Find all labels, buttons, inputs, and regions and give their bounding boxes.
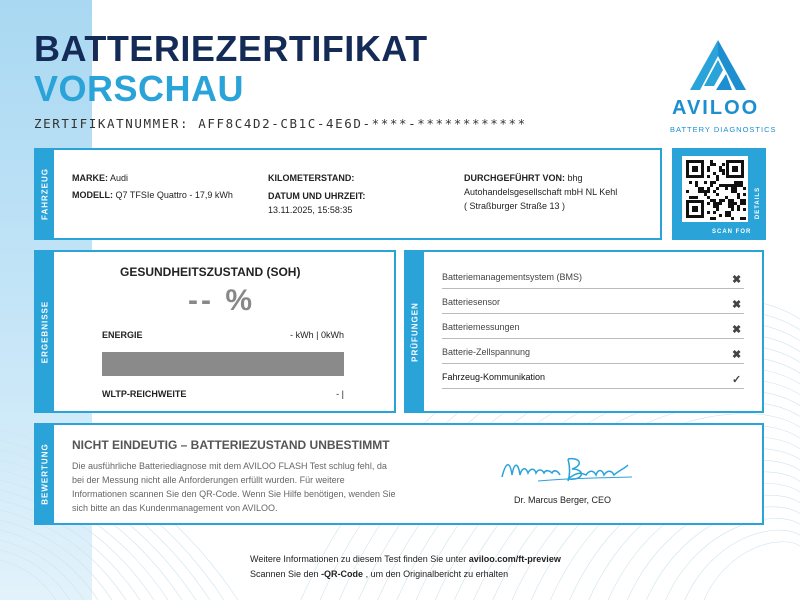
qr-side-text: DETAILS — [755, 186, 761, 220]
footer-line1: Weitere Informationen zu diesem Test finden Sie unter aviloo.com/ft-preview — [250, 554, 561, 564]
energy-bar — [102, 352, 344, 376]
qr-module — [707, 196, 710, 199]
model-value: Q7 TFSIe Quattro - 17,9 kWh — [115, 190, 233, 200]
evaluation-text-line1: Die ausführliche Batteriediagnose mit dem AVILOO FLASH Test schlug fehl, da — [72, 461, 387, 471]
vehicle-section-tab — [36, 150, 54, 238]
qr-module — [710, 181, 713, 184]
failed-icon: ✖ — [732, 274, 742, 286]
qr-module — [713, 190, 716, 193]
qr-module — [701, 190, 704, 193]
qr-module — [713, 211, 716, 214]
qr-module — [728, 214, 731, 217]
failed-icon: ✖ — [732, 299, 742, 311]
failed-icon: ✖ — [732, 324, 742, 336]
qr-module — [722, 172, 725, 175]
qr-module — [734, 181, 737, 184]
qr-module — [698, 190, 701, 193]
qr-module — [728, 184, 731, 187]
qr-module — [740, 181, 743, 184]
evaluation-text-line3: Informationen scannen Sie den QR-Code. Wenn Sie Hilfe benötigen, wenden Sie — [72, 489, 396, 499]
check-item-label: Batteriemanagementsystem (BMS) — [442, 272, 583, 282]
qr-code-panel[interactable] — [672, 148, 766, 240]
qr-module — [713, 217, 716, 220]
qr-module — [731, 190, 734, 193]
qr-module — [689, 181, 692, 184]
qr-module — [731, 202, 734, 205]
energy-bar-track — [102, 352, 344, 376]
qr-module — [743, 193, 746, 196]
model-row — [72, 189, 233, 202]
qr-module — [734, 202, 737, 205]
qr-module — [740, 184, 743, 187]
qr-module — [719, 166, 722, 169]
make-row — [72, 172, 128, 185]
qr-module — [695, 196, 698, 199]
make-value: Audi — [110, 173, 129, 183]
qr-module — [689, 196, 692, 199]
brand-tagline: BATTERY DIAGNOSTICS — [670, 125, 777, 134]
qr-module — [704, 190, 707, 193]
qr-module — [737, 181, 740, 184]
qr-module — [707, 202, 710, 205]
qr-module — [695, 184, 698, 187]
qr-module — [728, 211, 731, 214]
qr-module — [725, 187, 728, 190]
footer-line2: Scannen Sie den -QR-Code , um den Originalbericht zu erhalten — [250, 569, 509, 579]
qr-module — [719, 202, 722, 205]
qr-module — [716, 208, 719, 211]
qr-module — [719, 199, 722, 202]
qr-module — [695, 181, 698, 184]
contour-line — [666, 518, 800, 600]
qr-module — [707, 190, 710, 193]
qr-module — [707, 187, 710, 190]
qr-module — [728, 202, 731, 205]
checks-section-tab — [406, 252, 424, 411]
qr-module — [737, 193, 740, 196]
qr-module — [713, 181, 716, 184]
qr-module — [725, 196, 728, 199]
qr-module — [719, 184, 722, 187]
datetime-label: DATUM UND UHRZEIT: — [268, 191, 366, 201]
signer-name: Dr. Marcus Berger, CEO — [514, 495, 612, 505]
soh-value: -- % — [188, 284, 255, 317]
performed-by-company: Autohandelsgesellschaft mbH NL Kehl — [464, 187, 618, 197]
check-item-label: Batteriesensor — [442, 297, 501, 307]
vehicle-section-label: FAHRZEUG — [40, 168, 50, 220]
qr-module — [731, 187, 734, 190]
evaluation-section-tab — [36, 425, 54, 523]
qr-module — [743, 217, 746, 220]
qr-module — [716, 205, 719, 208]
signature-image — [498, 453, 638, 487]
qr-module — [731, 217, 734, 220]
qr-module — [737, 184, 740, 187]
qr-module — [743, 199, 746, 202]
soh-title: GESUNDHEITSZUSTAND (SOH) — [120, 265, 301, 279]
qr-module — [732, 166, 738, 172]
qr-module — [719, 169, 722, 172]
vehicle-panel — [34, 148, 662, 240]
results-section-label: ERGEBNISSE — [40, 300, 50, 363]
make-label: MARKE: — [72, 173, 108, 183]
qr-module — [710, 199, 713, 202]
check-divider — [442, 363, 744, 364]
checks-section-label: PRÜFUNGEN — [410, 301, 420, 362]
performed-by-row — [464, 172, 583, 185]
qr-module — [692, 196, 695, 199]
mileage-label: KILOMETERSTAND: — [268, 173, 355, 183]
qr-module — [710, 217, 713, 220]
check-item-label: Batterie-Zellspannung — [442, 347, 531, 357]
qr-scan-text: SCAN FOR — [712, 229, 752, 235]
qr-module — [722, 169, 725, 172]
failed-icon: ✖ — [732, 349, 742, 361]
check-divider — [442, 288, 744, 289]
qr-module — [737, 196, 740, 199]
checks-panel — [404, 250, 764, 413]
qr-module — [707, 169, 710, 172]
qr-module — [737, 208, 740, 211]
qr-module — [743, 202, 746, 205]
preview-title: VORSCHAU — [34, 68, 245, 109]
qr-module — [728, 199, 731, 202]
qr-module — [707, 211, 710, 214]
qr-module — [719, 214, 722, 217]
qr-module — [740, 199, 743, 202]
qr-module — [710, 160, 713, 163]
qr-module — [698, 187, 701, 190]
contour-line — [685, 530, 800, 600]
qr-module — [716, 175, 719, 178]
qr-module — [731, 199, 734, 202]
qr-module — [713, 172, 716, 175]
performed-by-address: ( Straßburger Straße 13 ) — [464, 201, 566, 211]
qr-module — [725, 211, 728, 214]
contour-line — [704, 542, 800, 600]
performed-by-label: DURCHGEFÜHRT VON: — [464, 173, 565, 183]
brand-name: AVILOO — [672, 97, 760, 119]
qr-module — [701, 187, 704, 190]
energy-label: ENERGIE — [102, 330, 143, 340]
check-item-label: Batteriemessungen — [442, 322, 520, 332]
mileage-row — [268, 172, 354, 185]
evaluation-text-line2: bei der Messung nicht alle Anforderungen erfüllt wurden. Für weitere — [72, 475, 345, 485]
footer-link[interactable]: aviloo.com/ft-preview — [468, 554, 561, 564]
qr-module — [707, 166, 710, 169]
energy-value: - kWh | 0kWh — [290, 330, 344, 340]
contour-line — [0, 560, 56, 600]
contour-line — [0, 550, 70, 600]
qr-module — [734, 187, 737, 190]
range-label: WLTP-REICHWEITE — [102, 389, 187, 399]
evaluation-text-line4: sich bitte an das Kundenmanagement von AVILOO. — [72, 503, 278, 513]
qr-module — [713, 163, 716, 166]
evaluation-title: NICHT EINDEUTIG – BATTERIEZUSTAND UNBESTIMMT — [72, 438, 390, 452]
qr-module — [716, 178, 719, 181]
qr-module — [704, 193, 707, 196]
evaluation-panel — [34, 423, 764, 525]
qr-module — [728, 205, 731, 208]
qr-module — [743, 187, 746, 190]
qr-module — [731, 205, 734, 208]
qr-module — [743, 208, 746, 211]
qr-module — [713, 205, 716, 208]
check-icon: ✓ — [732, 374, 742, 386]
qr-module — [710, 184, 713, 187]
qr-module — [740, 202, 743, 205]
qr-module — [710, 163, 713, 166]
contour-line — [0, 520, 112, 600]
qr-module — [737, 205, 740, 208]
qr-module — [734, 190, 737, 193]
results-section-tab — [36, 252, 54, 411]
qr-module — [716, 202, 719, 205]
datetime-value: 13.11.2025, 15:58:35 — [268, 205, 353, 215]
qr-module — [725, 184, 728, 187]
evaluation-section-label: BEWERTUNG — [40, 443, 50, 505]
qr-module — [716, 193, 719, 196]
check-divider — [442, 338, 744, 339]
certificate-number: ZERTIFIKATNUMMER: AFF8C4D2-CB1C-4E6D-****-************ — [34, 116, 527, 131]
qr-module — [734, 184, 737, 187]
qr-module — [731, 184, 734, 187]
qr-module — [725, 214, 728, 217]
results-panel — [34, 250, 396, 413]
qr-module — [704, 181, 707, 184]
qr-module — [716, 187, 719, 190]
performed-by-name: bhg — [567, 173, 583, 183]
qr-module — [713, 199, 716, 202]
qr-module — [707, 175, 710, 178]
qr-module — [692, 166, 698, 172]
qr-module — [722, 184, 725, 187]
check-divider — [442, 313, 744, 314]
range-value: - | — [336, 389, 344, 399]
check-item-label: Fahrzeug-Kommunikation — [442, 372, 546, 382]
qr-module — [731, 208, 734, 211]
qr-module — [686, 190, 689, 193]
model-label: MODELL: — [72, 190, 113, 200]
qr-module — [692, 206, 698, 212]
qr-module — [740, 217, 743, 220]
qr-module — [722, 163, 725, 166]
aviloo-logo-icon — [668, 36, 768, 136]
qr-code-icon[interactable] — [682, 156, 748, 222]
qr-module — [713, 202, 716, 205]
check-divider — [442, 388, 744, 389]
qr-module — [722, 199, 725, 202]
certificate-title: BATTERIEZERTIFIKAT — [34, 28, 428, 69]
